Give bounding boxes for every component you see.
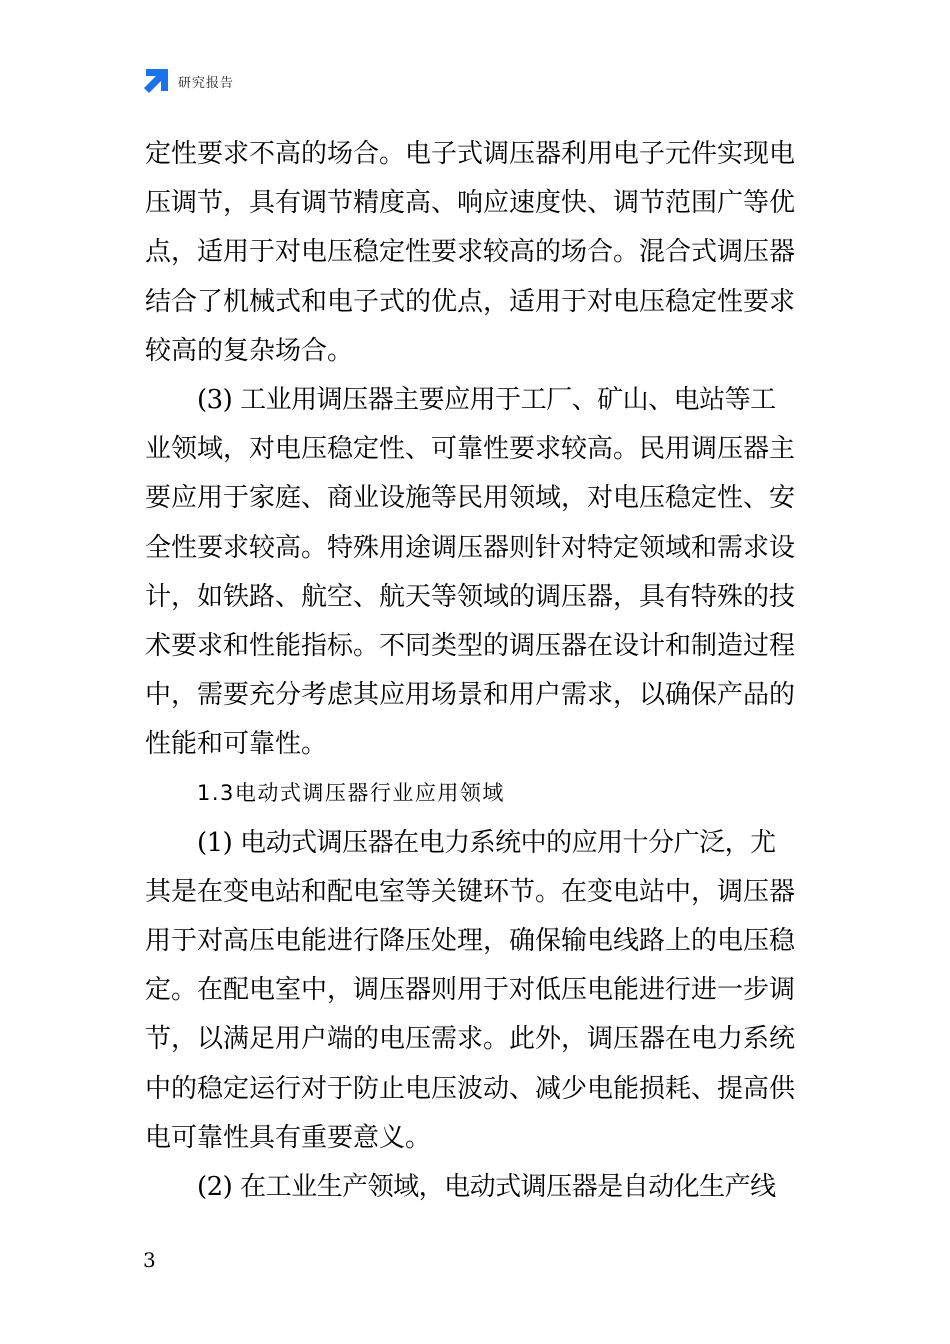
paragraph [145,1163,810,1212]
text-line: 性能和可靠性。 [145,729,328,760]
text-line: 较高的复杂场合。 [145,335,354,366]
report-header [143,68,234,94]
text-line: 业领域，对电压稳定性、可靠性要求较高。民用调压器主 [145,434,796,465]
text-line: 全性要求较高。特殊用途调压器则针对特定领域和需求设 [145,532,796,563]
text-line: 其是在变电站和配电室等关键环节。在变电站中，调压器 [145,876,796,907]
text-line: (3) 工业用调压器主要应用于工厂、矿山、电站等工 [197,384,776,415]
text-line: 结合了机械式和电子式的优点，适用于对电压稳定性要求 [145,286,796,317]
text-line: 点，适用于对电压稳定性要求较高的场合。混合式调压器 [145,237,796,268]
paragraph [145,376,810,770]
document-body [145,130,810,1212]
text-line: 中的稳定运行对于防止电压波动、减少电能损耗、提高供 [145,1073,796,1104]
text-line: 节，以满足用户端的电压需求。此外，调压器在电力系统 [145,1024,796,1055]
paragraph [145,819,810,1163]
page-number: 3 [143,1248,156,1272]
text-line: 中，需要充分考虑其应用场景和用户需求，以确保产品的 [145,680,796,711]
text-line: 要应用于家庭、商业设施等民用领域，对电压稳定性、安 [145,483,796,514]
text-line: (1) 电动式调压器在电力系统中的应用十分广泛，尤 [197,827,776,858]
text-line: 术要求和性能指标。不同类型的调压器在设计和制造过程 [145,630,796,661]
header-label: 研究报告 [178,75,235,91]
text-line: 用于对高压电能进行降压处理，确保输电线路上的电压稳 [145,926,796,956]
text-line: 电可靠性具有重要意义。 [145,1122,432,1153]
text-line: 定。在配电室中，调压器则用于对低压电能进行进一步调 [145,975,796,1006]
arrow-up-right-icon [143,68,169,94]
text-line: (2) 在工业生产领域，电动式调压器是自动化生产线 [197,1171,776,1202]
text-line: 压调节，具有调节精度高、响应速度快、调节范围广等优 [145,188,796,219]
text-line: 定性要求不高的场合。电子式调压器利用电子元件实现电 [145,139,796,169]
section-heading: 1.3电动式调压器行业应用领域 [197,781,505,806]
paragraph [145,130,810,376]
text-line: 计，如铁路、航空、航天等领域的调压器，具有特殊的技 [145,581,796,612]
